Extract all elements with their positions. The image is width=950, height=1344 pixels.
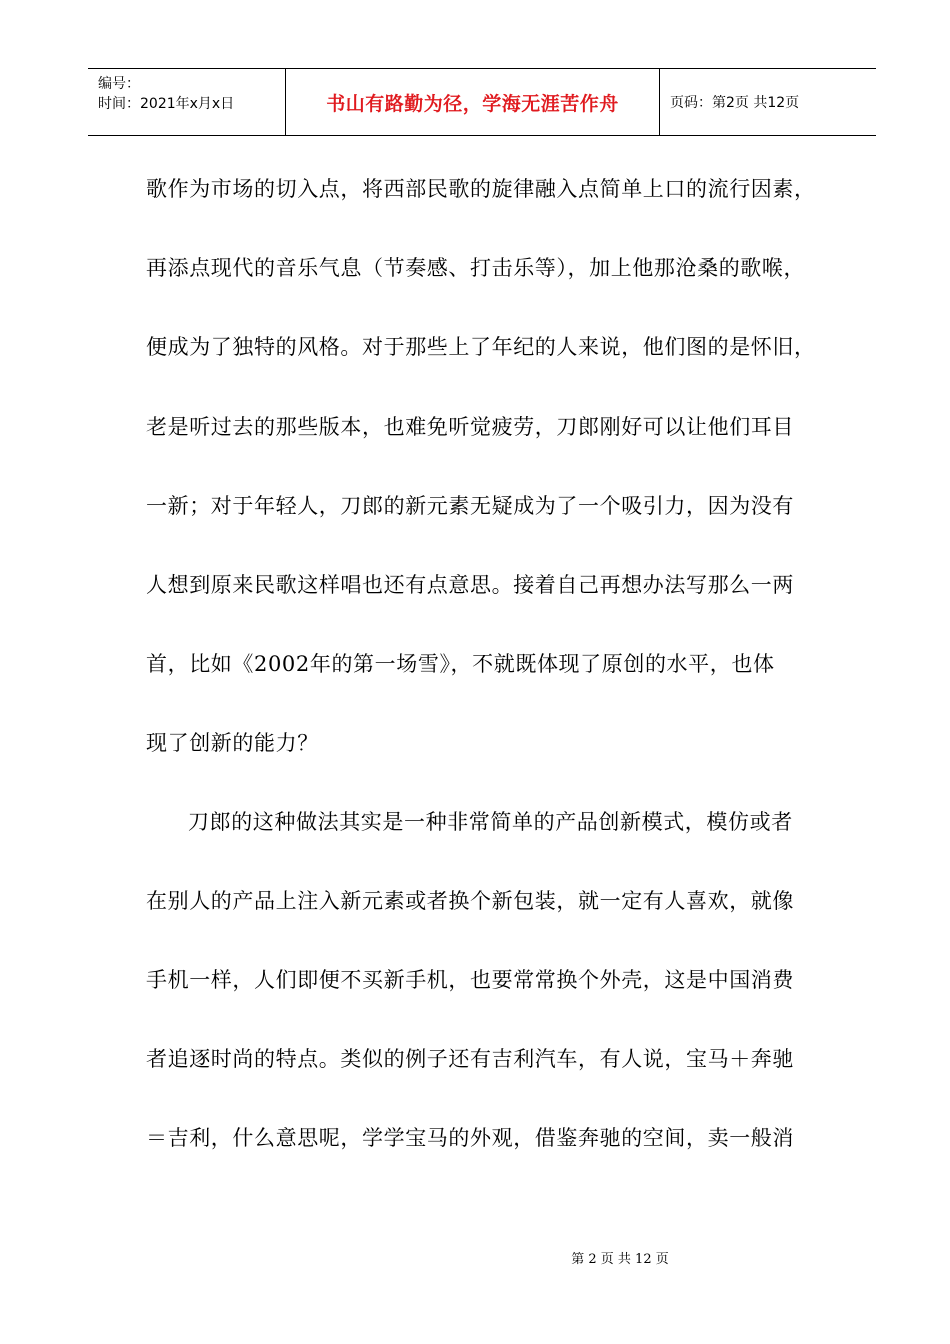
- doc-number-label: 编号：: [98, 76, 140, 92]
- body-line-12: 者追逐时尚的特点。类似的例子还有吉利汽车，有人说，宝马＋奔驰: [146, 1047, 794, 1071]
- header-page-cell: [660, 69, 876, 135]
- body-line-8: 现了创新的能力？: [146, 731, 319, 755]
- header-motto-cell: [286, 69, 660, 135]
- header-table: [88, 68, 876, 136]
- body-line-11: 手机一样，人们即便不买新手机，也要常常换个外壳，这是中国消费: [146, 968, 794, 992]
- body-line-13: ＝吉利，什么意思呢，学学宝马的外观，借鉴奔驰的空间，卖一般消: [146, 1126, 794, 1150]
- body-line-4: 老是听过去的那些版本，也难免听觉疲劳，刀郎刚好可以让他们耳目: [146, 415, 794, 439]
- body-line-9-paragraph-start: 刀郎的这种做法其实是一种非常简单的产品创新模式，模仿或者: [188, 810, 793, 834]
- body-line-1: 歌作为市场的切入点，将西部民歌的旋律融入点简单上口的流行因素，: [146, 177, 816, 201]
- body-line-3: 便成为了独特的风格。对于那些上了年纪的人来说，他们图的是怀旧，: [146, 335, 816, 359]
- header-page-info: 页码：第2页 共12页: [670, 95, 800, 111]
- date-label: 时间：2021年x月x日: [98, 96, 235, 112]
- header-motto: 书山有路勤为径，学海无涯苦作舟: [326, 92, 619, 115]
- footer-page-number: 第 2 页 共 12 页: [571, 1252, 669, 1267]
- page-footer: [0, 1248, 950, 1267]
- body-line-10: 在别人的产品上注入新元素或者换个新包装，就一定有人喜欢，就像: [146, 889, 794, 913]
- body-line-6: 人想到原来民歌这样唱也还有点意思。接着自己再想办法写那么一两: [146, 573, 794, 597]
- body-line-2: 再添点现代的音乐气息（节奏感、打击乐等），加上他那沧桑的歌喉，: [146, 256, 806, 280]
- body-line-5: 一新；对于年轻人，刀郎的新元素无疑成为了一个吸引力，因为没有: [146, 494, 794, 518]
- body-line-7: 首，比如《2002年的第一场雪》，不就既体现了原创的水平，也体: [146, 652, 775, 676]
- header-meta-cell: [88, 69, 286, 135]
